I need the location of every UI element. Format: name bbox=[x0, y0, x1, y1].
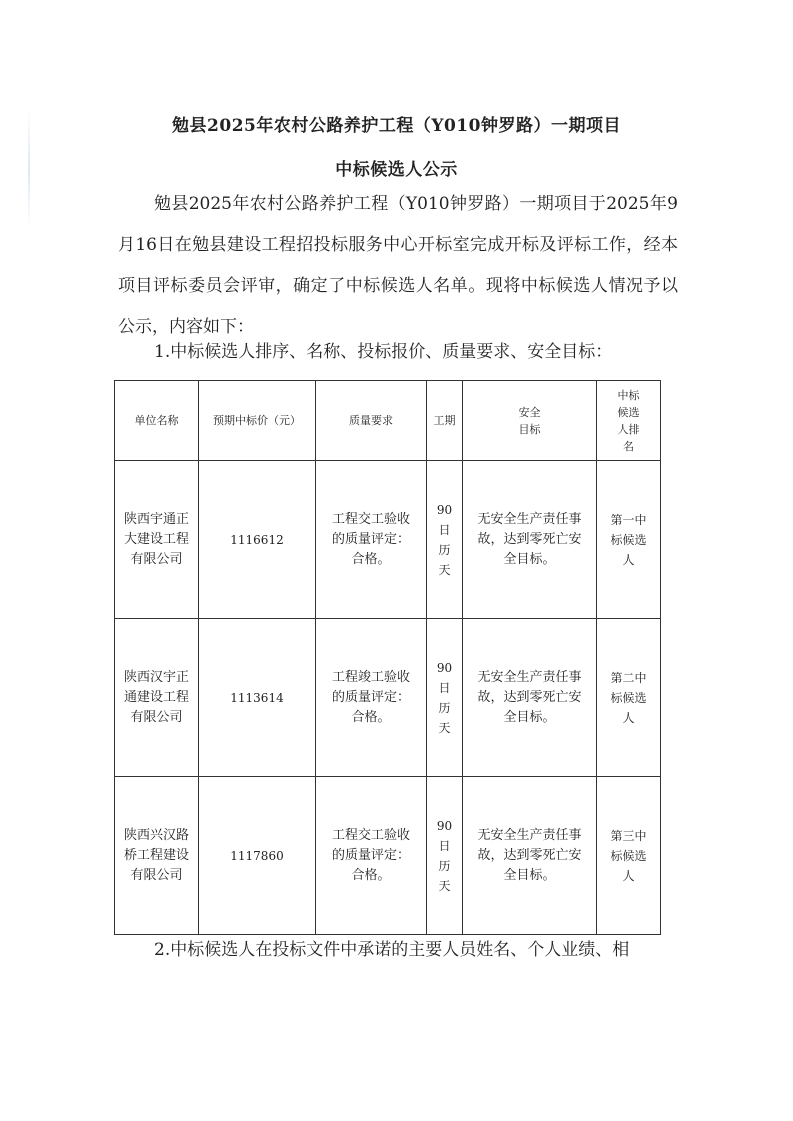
header-company: 单位名称 bbox=[115, 381, 199, 461]
cell-period: 90日历天 bbox=[427, 619, 463, 777]
cell-company: 陕西宇通正大建设工程有限公司 bbox=[115, 461, 199, 619]
cell-safety: 无安全生产责任事故，达到零死亡安全目标。 bbox=[463, 619, 597, 777]
candidates-table bbox=[114, 380, 661, 935]
table-row bbox=[115, 461, 661, 619]
header-price: 预期中标价（元） bbox=[199, 381, 316, 461]
cell-company: 陕西兴汉路桥工程建设有限公司 bbox=[115, 777, 199, 935]
section-1-heading: 1.中标候选人排序、名称、投标报价、质量要求、安全目标： bbox=[154, 342, 613, 362]
header-safety: 安全 目标 bbox=[463, 381, 597, 461]
document-title: 勉县2025年农村公路养护工程（Y010钟罗路）一期项目 bbox=[172, 116, 621, 136]
document-subtitle: 中标候选人公示 bbox=[335, 160, 458, 180]
cell-rank: 第一中标候选人 bbox=[597, 461, 661, 619]
section-2-heading: 2.中标候选人在投标文件中承诺的主要人员姓名、个人业绩、相 bbox=[154, 940, 630, 960]
cell-period: 90日历天 bbox=[427, 461, 463, 619]
cell-period: 90日历天 bbox=[427, 777, 463, 935]
intro-paragraph: 勉县2025年农村公路养护工程（Y010钟罗路）一期项目于2025年9月16日在勉县建设工程招投标服务中心开标室完成开标及评标工作，经本项目评标委员会评审，确定了中标候选人名单。现将中标候选人情况予以公示，内容如下： bbox=[118, 194, 678, 337]
table-row bbox=[115, 619, 661, 777]
cell-quality: 工程交工验收的质量评定：合格。 bbox=[316, 777, 427, 935]
cell-quality: 工程竣工验收的质量评定：合格。 bbox=[316, 619, 427, 777]
cell-price: 1113614 bbox=[199, 619, 316, 777]
header-rank: 中标 候选 人排 名 bbox=[597, 381, 661, 461]
cell-company: 陕西汉宇正通建设工程有限公司 bbox=[115, 619, 199, 777]
header-period: 工期 bbox=[427, 381, 463, 461]
cell-quality: 工程交工验收的质量评定：合格。 bbox=[316, 461, 427, 619]
cell-rank: 第三中标候选人 bbox=[597, 777, 661, 935]
cell-price: 1117860 bbox=[199, 777, 316, 935]
table-header-row bbox=[115, 381, 661, 461]
header-quality: 质量要求 bbox=[316, 381, 427, 461]
cell-price: 1116612 bbox=[199, 461, 316, 619]
cell-safety: 无安全生产责任事故，达到零死亡安全目标。 bbox=[463, 777, 597, 935]
cell-rank: 第二中标候选人 bbox=[597, 619, 661, 777]
table-row bbox=[115, 777, 661, 935]
cell-safety: 无安全生产责任事故，达到零死亡安全目标。 bbox=[463, 461, 597, 619]
